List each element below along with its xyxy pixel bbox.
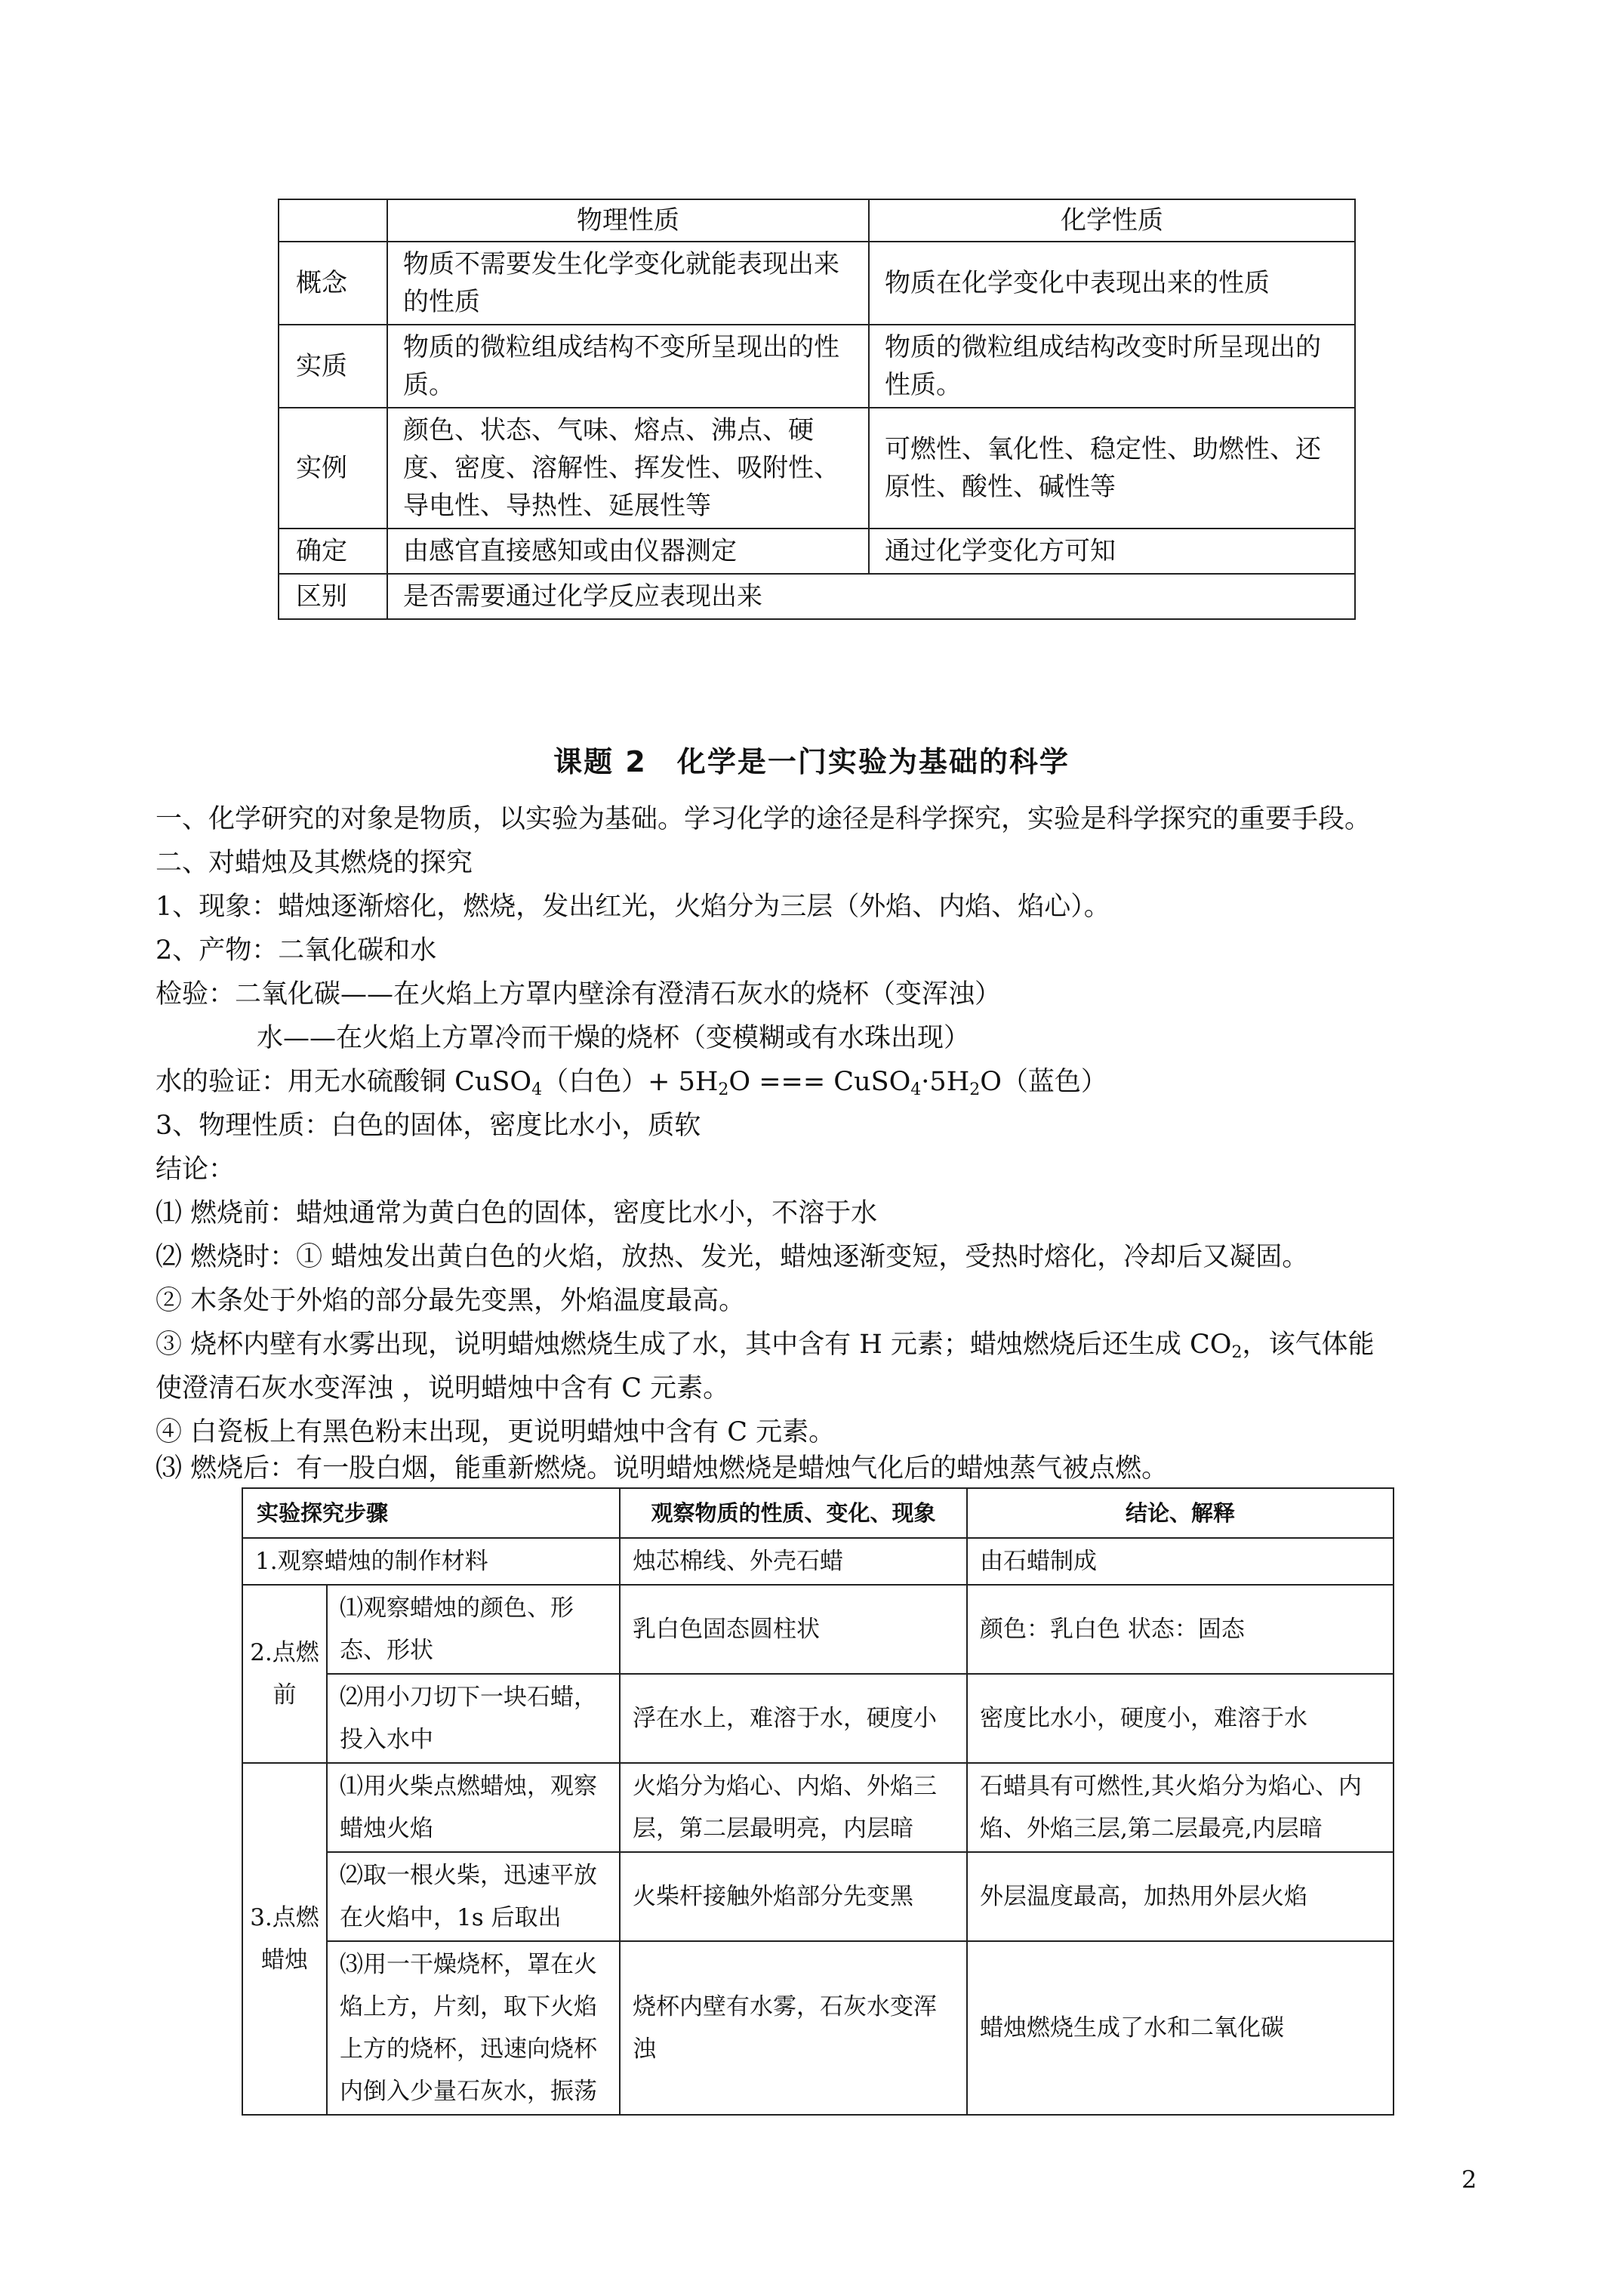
text-run: ③ 烧杯内壁有水雾出现，说明蜡烛燃烧生成了水，其中含有 H 元素；蜡烛燃烧后还生成 CO: [156, 1330, 1232, 1360]
body-line: 3、物理性质：白色的固体，密度比水小，质软: [156, 1111, 701, 1141]
table-cell: 物质的微粒组成结构不变所呈现出的性质。: [387, 325, 869, 408]
table-cell: ⑵取一根火柴，迅速平放在火焰中，1s 后取出: [327, 1852, 620, 1941]
body-line: ④ 白瓷板上有黑色粉末出现，更说明蜡烛中含有 C 元素。: [156, 1417, 836, 1447]
subscript: 4: [531, 1080, 543, 1099]
text-run: 水的验证：用无水硫酸铜 CuSO: [156, 1067, 532, 1097]
table-row: [279, 529, 1355, 574]
table-cell: 是否需要通过化学反应表现出来: [387, 574, 1355, 619]
table-cell: ⑴观察蜡烛的颜色、形态、形状: [327, 1585, 620, 1674]
table-cell: 火焰分为焰心、内焰、外焰三层，第二层最明亮，内层暗: [620, 1763, 967, 1852]
body-line: ② 木条处于外焰的部分最先变黑，外焰温度最高。: [156, 1286, 746, 1316]
properties-table: [278, 199, 1356, 620]
table-header-row: [242, 1488, 1394, 1538]
text-run: ，该气体能: [1242, 1330, 1375, 1360]
subscript: 2: [1231, 1343, 1243, 1362]
table-cell: ⑵用小刀切下一块石蜡，投入水中: [327, 1674, 620, 1763]
subscript: 4: [910, 1080, 922, 1099]
text-run: ·5H: [921, 1067, 970, 1097]
table-row: [279, 325, 1355, 408]
table-cell: ⑴用火柴点燃蜡烛，观察蜡烛火焰: [327, 1763, 620, 1852]
table-header-cell: 结论、解释: [967, 1488, 1394, 1538]
body-line: 一、化学研究的对象是物质，以实验为基础。学习化学的途径是科学探究，实验是科学探究的重要手段。: [156, 804, 1372, 834]
page-number: 2: [1461, 2165, 1477, 2194]
body-line: 1、现象：蜡烛逐渐熔化，燃烧，发出红光，火焰分为三层（外焰、内焰、焰心）。: [156, 892, 1110, 922]
table-cell: 蜡烛燃烧生成了水和二氧化碳: [967, 1941, 1394, 2115]
table-cell: 外层温度最高，加热用外层火焰: [967, 1852, 1394, 1941]
table-cell: 乳白色固态圆柱状: [620, 1585, 967, 1674]
table-cell: 物质的微粒组成结构改变时所呈现出的性质。: [869, 325, 1355, 408]
body-line: ⑶ 燃烧后：有一股白烟，能重新燃烧。说明蜡烛燃烧是蜡烛气化后的蜡烛蒸气被点燃。: [156, 1453, 1169, 1484]
table-cell: 颜色、状态、气味、熔点、沸点、硬度、密度、溶解性、挥发性、吸附性、导电性、导热性、延展性等: [387, 408, 869, 529]
section-title: 课题 2 化学是一门实验为基础的科学: [553, 745, 1070, 778]
text-run: O（蓝色）: [980, 1067, 1107, 1097]
text-run: O === CuSO: [728, 1067, 911, 1097]
table-header-row: [279, 199, 1355, 242]
table-cell: 由石蜡制成: [967, 1538, 1394, 1585]
table-row: [242, 1674, 1394, 1763]
table-header-cell: 实验探究步骤: [242, 1488, 620, 1538]
body-line: 2、产物：二氧化碳和水: [156, 935, 437, 966]
body-line: [156, 1063, 1107, 1101]
table-cell: ⑶用一干燥烧杯，罩在火焰上方，片刻，取下火焰上方的烧杯，迅速向烧杯内倒入少量石灰水，振荡: [327, 1941, 620, 2115]
table-header-cell: 物理性质: [387, 199, 869, 242]
body-line: ⑴ 燃烧前：蜡烛通常为黄白色的固体，密度比水小，不溶于水: [156, 1198, 878, 1228]
table-cell: 烛芯棉线、外壳石蜡: [620, 1538, 967, 1585]
table-header-cell: 化学性质: [869, 199, 1355, 242]
table-header-cell: 观察物质的性质、变化、现象: [620, 1488, 967, 1538]
table-cell: 由感官直接感知或由仪器测定: [387, 529, 869, 574]
table-row: [279, 574, 1355, 619]
table-cell: 石蜡具有可燃性,其火焰分为焰心、内焰、外焰三层,第二层最亮,内层暗: [967, 1763, 1394, 1852]
row-label: 确定: [279, 529, 387, 574]
subscript: 2: [969, 1080, 981, 1099]
body-line: ⑵ 燃烧时：① 蜡烛发出黄白色的火焰，放热、发光，蜡烛逐渐变短，受热时熔化，冷却后又凝固。: [156, 1242, 1309, 1272]
experiment-table: [242, 1487, 1394, 2116]
table-cell: 密度比水小，硬度小，难溶于水: [967, 1674, 1394, 1763]
row-label: 实例: [279, 408, 387, 529]
subscript: 2: [718, 1080, 729, 1099]
table-row: [242, 1852, 1394, 1941]
group-label: 3.点燃蜡烛: [242, 1763, 327, 2115]
row-label: 区别: [279, 574, 387, 619]
table-cell: 物质不需要发生化学变化就能表现出来的性质: [387, 242, 869, 325]
body-line: 结论：: [156, 1154, 236, 1185]
body-line: 二、对蜡烛及其燃烧的探究: [156, 848, 473, 878]
body-line: 水——在火焰上方罩冷而干燥的烧杯（变模糊或有水珠出现）: [257, 1023, 971, 1053]
table-row: [242, 1763, 1394, 1852]
table-cell: 颜色：乳白色 状态：固态: [967, 1585, 1394, 1674]
group-label: 2.点燃前: [242, 1585, 327, 1763]
table-cell: 物质在化学变化中表现出来的性质: [869, 242, 1355, 325]
text-run: （白色）+ 5H: [542, 1067, 719, 1097]
table-row: [279, 408, 1355, 529]
body-line: [156, 1326, 1375, 1364]
body-line: 使澄清石灰水变浑浊 ，说明蜡烛中含有 C 元素。: [156, 1373, 730, 1404]
table-cell: 火柴杆接触外焰部分先变黑: [620, 1852, 967, 1941]
table-header-cell: [279, 199, 387, 242]
table-row: [242, 1941, 1394, 2115]
row-label: 实质: [279, 325, 387, 408]
table-cell: 通过化学变化方可知: [869, 529, 1355, 574]
table-cell: 1.观察蜡烛的制作材料: [242, 1538, 620, 1585]
body-line: 检验：二氧化碳——在火焰上方罩内壁涂有澄清石灰水的烧杯（变浑浊）: [156, 979, 1002, 1009]
table-cell: 可燃性、氧化性、稳定性、助燃性、还原性、酸性、碱性等: [869, 408, 1355, 529]
row-label: 概念: [279, 242, 387, 325]
table-row: [242, 1585, 1394, 1674]
table-row: [242, 1538, 1394, 1585]
table-row: [279, 242, 1355, 325]
table-cell: 浮在水上，难溶于水，硬度小: [620, 1674, 967, 1763]
table-cell: 烧杯内壁有水雾，石灰水变浑浊: [620, 1941, 967, 2115]
